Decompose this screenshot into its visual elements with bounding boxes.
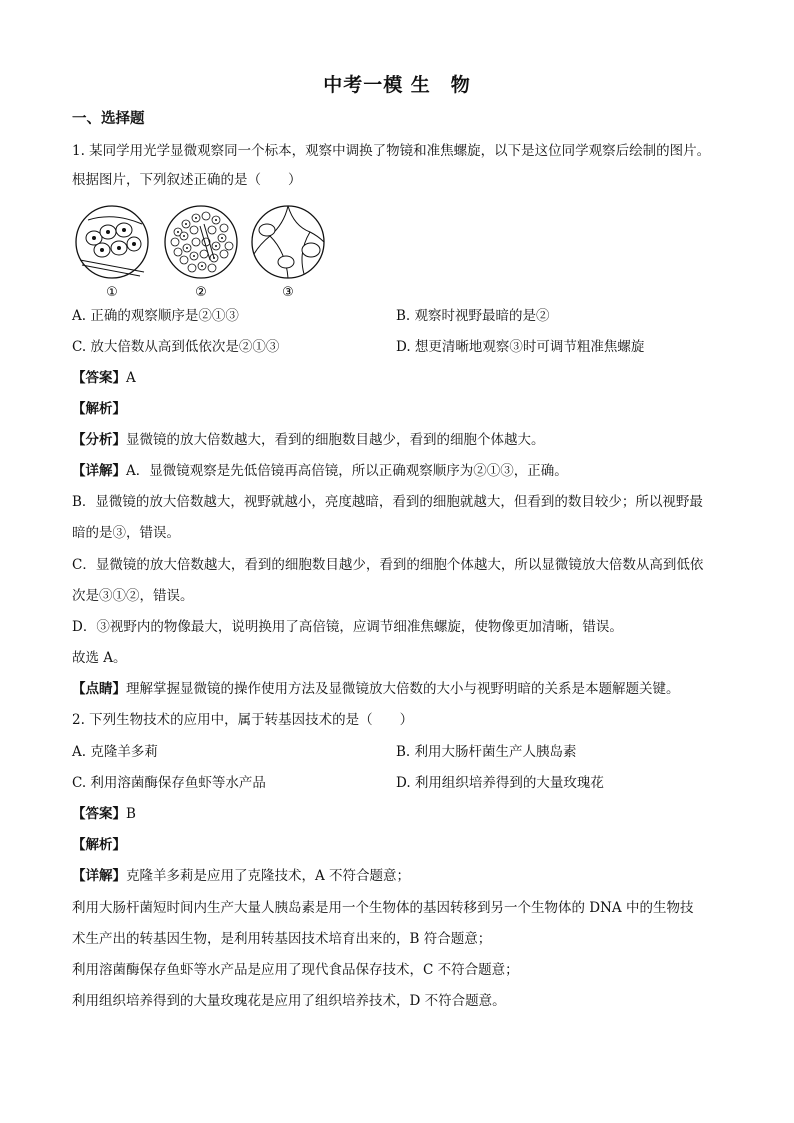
analysis-tag: 【解析】	[72, 837, 126, 853]
fenxi-text: 显微镜的放大倍数越大，看到的细胞数目越少，看到的细胞个体越大。	[126, 432, 545, 448]
q2-xiangjie	[72, 866, 732, 886]
q1-d-line: D．③视野内的物像最大，说明换用了高倍镜，应调节细准焦螺旋，使物像更加清晰，错误。	[72, 619, 623, 635]
q1-option-b: B. 观察时视野最暗的是②	[396, 308, 550, 324]
xiangjie-text: A．显微镜观察是先低倍镜再高倍镜，所以正确观察顺序为②①③，正确。	[126, 463, 568, 479]
q2-stem: 2. 下列生物技术的应用中，属于转基因技术的是（ ）	[72, 712, 414, 728]
q1-choose: 故选 A。	[72, 650, 127, 666]
fig-label-3: ③	[282, 285, 294, 300]
xiangjie-tag: 【详解】	[72, 868, 126, 884]
q1-dianjing	[72, 679, 732, 699]
microscope-view-3	[252, 206, 324, 278]
q1-analysis-tag	[72, 399, 732, 419]
q1-answer	[72, 368, 732, 388]
q1-stem-line2: 根据图片，下列叙述正确的是（ ）	[72, 172, 302, 188]
fig-label-1: ①	[106, 285, 118, 300]
q1-stem-line1: 1. 某同学用光学显微观察同一个标本，观察中调换了物镜和准焦螺旋，以下是这位同学观察后绘制的图片。	[72, 143, 711, 159]
q2-line2: 术生产出的转基因生物，是利用转基因技术培育出来的，B 符合题意；	[72, 931, 492, 947]
q2-option-d: D. 利用组织培养得到的大量玫瑰花	[396, 775, 604, 791]
microscope-view-figure	[74, 202, 344, 302]
q2-option-a: A. 克隆羊多莉	[72, 744, 158, 760]
q2-option-b: B. 利用大肠杆菌生产人胰岛素	[396, 744, 577, 760]
q1-c-line2: 次是③①②，错误。	[72, 588, 194, 604]
answer-tag: 【答案】	[72, 370, 126, 386]
dianjing-tag: 【点睛】	[72, 681, 126, 697]
section-heading: 一、选择题	[72, 111, 145, 127]
q1-c-line1: C．显微镜的放大倍数越大，看到的细胞数目越少，看到的细胞个体越大，所以显微镜放大倍数从高到低依	[72, 557, 704, 573]
q2-answer	[72, 804, 732, 824]
q1-fenxi	[72, 430, 732, 450]
q1-b-line1: B．显微镜的放大倍数越大，视野就越小，亮度越暗，看到的细胞就越大，但看到的数目较少；所以视野最	[72, 494, 703, 510]
q1-option-a: A. 正确的观察顺序是②①③	[72, 308, 239, 324]
answer-value: A	[126, 370, 136, 386]
q2-line1: 利用大肠杆菌短时间内生产大量人胰岛素是用一个生物体的基因转移到另一个生物体的 DNA 中的生物技	[72, 900, 694, 916]
microscope-view-2	[165, 206, 237, 278]
analysis-tag: 【解析】	[72, 401, 126, 417]
q1-option-d: D. 想更清晰地观察③时可调节粗准焦螺旋	[396, 339, 645, 355]
xiangjie-tag: 【详解】	[72, 463, 126, 479]
q2-line4: 利用组织培养得到的大量玫瑰花是应用了组织培养技术，D 不符合题意。	[72, 993, 506, 1009]
xiangjie-text: 克隆羊多莉是应用了克隆技术，A 不符合题意；	[126, 868, 411, 884]
page-title: 中考一模 生 物	[323, 74, 471, 96]
q1-xiangjie	[72, 461, 732, 481]
q2-line3: 利用溶菌酶保存鱼虾等水产品是应用了现代食品保存技术，C 不符合题意；	[72, 962, 519, 978]
q2-option-c: C. 利用溶菌酶保存鱼虾等水产品	[72, 775, 266, 791]
answer-tag: 【答案】	[72, 806, 126, 822]
q1-option-c: C. 放大倍数从高到低依次是②①③	[72, 339, 280, 355]
fenxi-tag: 【分析】	[72, 432, 126, 448]
q1-b-line2: 暗的是③，错误。	[72, 525, 180, 541]
microscope-view-1	[76, 206, 148, 278]
dianjing-text: 理解掌握显微镜的操作使用方法及显微镜放大倍数的大小与视野明暗的关系是本题解题关键。	[126, 681, 680, 697]
q2-analysis-tag	[72, 835, 732, 855]
answer-value: B	[126, 806, 136, 822]
fig-label-2: ②	[195, 285, 207, 300]
